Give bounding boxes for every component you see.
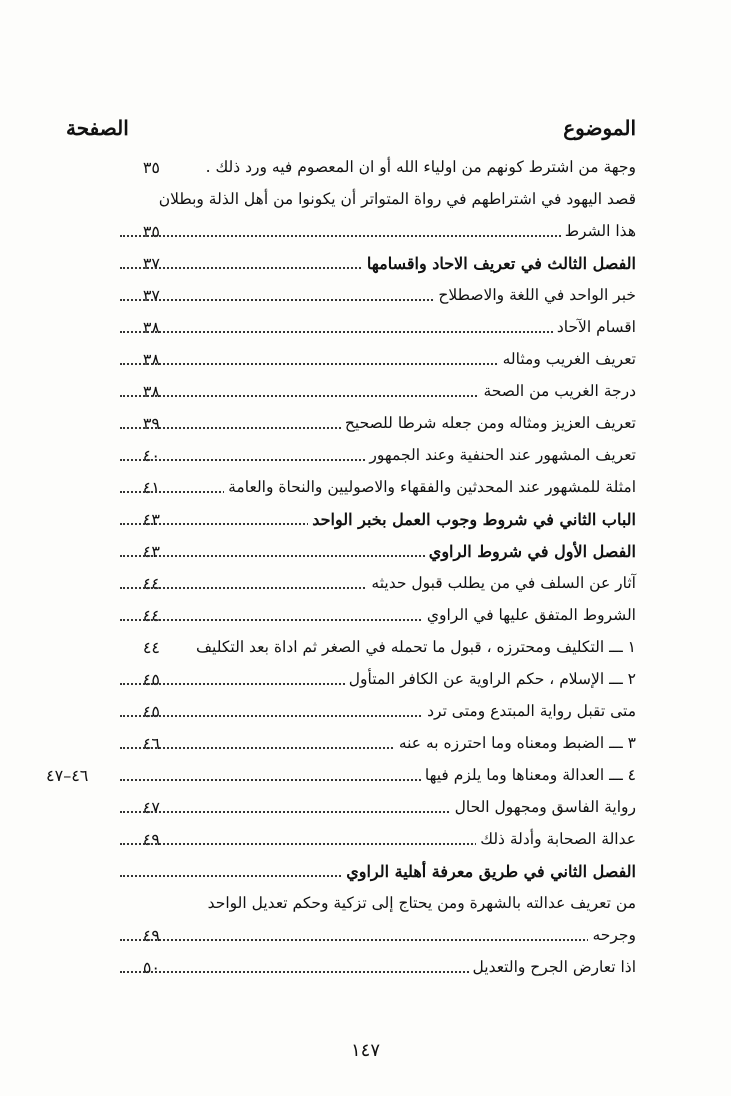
toc-entry-title: تعريف العزيز ومثاله ومن جعله شرطا للصحيح: [341, 414, 636, 432]
toc-entry-title: قصد اليهود في اشتراطهم في رواة المتواتر أن يكونوا من أهل الذلة وبطلان: [155, 190, 636, 208]
toc-entry-page: ٥٠: [142, 958, 160, 977]
toc-entry-row: [46, 314, 636, 346]
toc-entry-row: [46, 762, 636, 794]
toc-entry-page: ٣٩: [142, 414, 160, 433]
table-of-contents-list: [46, 154, 636, 986]
toc-entry-title: امثلة للمشهور عند المحدثين والفقهاء والاصوليين والنحاة والعامة: [224, 478, 636, 496]
toc-entry-title: ٢ ـــ الإسلام ، حكم الراوية عن الكافر المتأول: [345, 670, 636, 688]
toc-heading-row: [46, 538, 636, 570]
toc-entry-page: ٤٤: [142, 574, 160, 593]
toc-entry-row: [46, 474, 636, 506]
toc-entry-page: ٤١: [142, 478, 160, 497]
toc-heading-row: [46, 250, 636, 282]
toc-entry-row: [46, 666, 636, 698]
toc-entry-page: ٣٧: [142, 254, 160, 273]
toc-entry-row: [46, 154, 636, 186]
toc-entry-page: ٤٣: [142, 510, 160, 529]
toc-entry-title: الفصل الأول في شروط الراوي: [425, 542, 636, 561]
toc-entry-page: ٣٨: [142, 350, 160, 369]
page-column-heading: الصفحة: [66, 116, 129, 140]
toc-entry-row: [46, 794, 636, 826]
toc-entry-title: وجرحه: [588, 926, 636, 944]
toc-entry-title: الباب الثاني في شروط وجوب العمل بخبر الواحد: [308, 510, 636, 529]
toc-entry-title: خبر الواحد في اللغة والاصطلاح: [434, 286, 636, 304]
toc-entry-title: هذا الشرط: [561, 222, 636, 240]
dot-leader: [120, 233, 636, 237]
toc-entry-page: ٣٨: [142, 318, 160, 337]
toc-heading-row: [46, 858, 636, 890]
toc-entry-title: اذا تعارض الجرح والتعديل: [469, 958, 636, 976]
toc-entry-title: متى تقبل رواية المبتدع ومتى ترد: [423, 702, 636, 720]
toc-entry-page: ٣٨: [142, 382, 160, 401]
toc-entry-title: عدالة الصحابة وأدلة ذلك: [476, 830, 636, 848]
toc-entry-row: [46, 378, 636, 410]
toc-entry-title: اقسام الآحاد: [553, 318, 636, 336]
toc-entry-row: [46, 826, 636, 858]
toc-entry-row: [46, 954, 636, 986]
toc-entry-title: آثار عن السلف في من يطلب قبول حديثه: [367, 574, 636, 592]
toc-entry-title: درجة الغريب من الصحة: [479, 382, 636, 400]
toc-entry-title: ١ ـــ التكليف ومحترزه ، قبول ما تحمله في الصغر ثم اداة بعد التكليف: [192, 638, 636, 656]
toc-entry-page: ٤٦: [142, 734, 160, 753]
toc-entry-page: ٤٩: [142, 926, 160, 945]
toc-entry-title: وجهة من اشترط كونهم من اولياء الله أو ان المعصوم فيه ورد ذلك .: [202, 158, 636, 176]
toc-entry-row: [46, 218, 636, 250]
toc-entry-title: الشروط المتفق عليها في الراوي: [423, 606, 636, 624]
toc-entry-row: [46, 442, 636, 474]
toc-entry-page: ٣٧: [142, 286, 160, 305]
dot-leader: [120, 937, 636, 941]
toc-heading-row: [46, 506, 636, 538]
toc-entry-title: الفصل الثاني في طريق معرفة أهلية الراوي: [342, 862, 636, 881]
table-of-contents-header: [66, 116, 636, 150]
toc-entry-title: رواية الفاسق ومجهول الحال: [451, 798, 636, 816]
toc-entry-title: الفصل الثالث في تعريف الاحاد واقسامها: [363, 254, 636, 273]
toc-entry-page: ٤٩: [142, 830, 160, 849]
toc-entry-title: من تعريف عدالته بالشهرة ومن يحتاج إلى تزكية وحكم تعديل الواحد: [204, 894, 636, 912]
toc-entry-page: ٣٥: [142, 158, 160, 177]
toc-entry-page: ٣٥: [142, 222, 160, 241]
toc-entry-page: ٤٧: [142, 798, 160, 817]
toc-entry-page: ٤٤: [142, 606, 160, 625]
toc-entry-page: ٤٥: [142, 670, 160, 689]
toc-entry-row: [46, 570, 636, 602]
toc-entry-row: [46, 730, 636, 762]
toc-entry-page: ٤٣: [142, 542, 160, 561]
toc-entry-row: [46, 282, 636, 314]
toc-entry-row: [46, 890, 636, 922]
toc-entry-page: ٤٥: [142, 702, 160, 721]
toc-entry-row: [46, 698, 636, 730]
toc-entry-row: [46, 186, 636, 218]
toc-entry-row: [46, 410, 636, 442]
toc-entry-page: ٤٦–٤٧: [46, 766, 89, 785]
toc-entry-title: ٣ ـــ الضبط ومعناه وما احترزه به عنه: [395, 734, 636, 752]
toc-entry-row: [46, 602, 636, 634]
toc-entry-title: تعريف الغريب ومثاله: [499, 350, 636, 368]
toc-entry-row: [46, 346, 636, 378]
toc-entry-page: ٤٤: [142, 638, 160, 657]
toc-entry-page: ٤٠: [142, 446, 160, 465]
toc-entry-title: تعريف المشهور عند الحنفية وعند الجمهور: [365, 446, 636, 464]
toc-entry-row: [46, 922, 636, 954]
toc-entry-title: ٤ ـــ العدالة ومعناها وما يلزم فيها: [421, 766, 636, 784]
topic-column-heading: الموضوع: [563, 116, 636, 140]
toc-entry-row: [46, 634, 636, 666]
page-number: ١٤٧: [350, 1040, 380, 1061]
